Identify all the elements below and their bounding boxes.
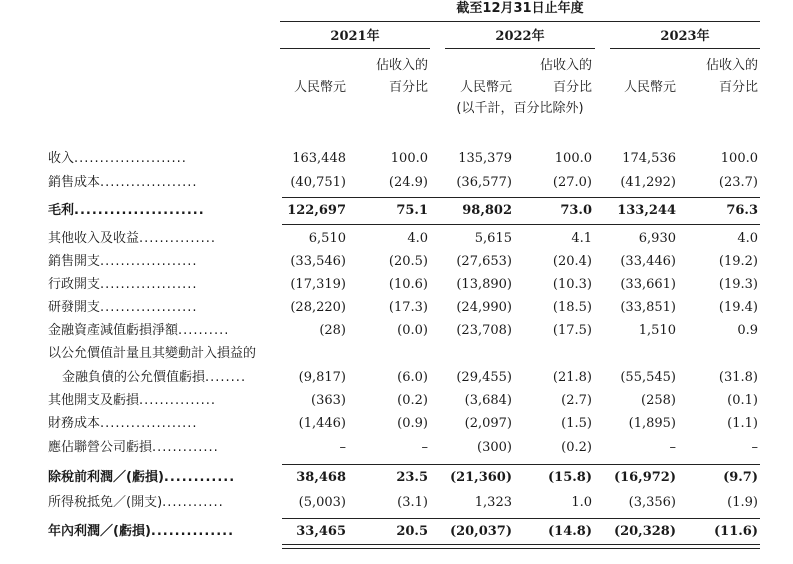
row-value-cell: (5,003): [298, 495, 346, 510]
row-leader-dots: ......................: [74, 151, 187, 166]
year-rule-2022: [445, 48, 595, 49]
row-label-text: 收入: [48, 151, 75, 166]
row-value-cell: 23.5: [396, 470, 428, 485]
row-label: [48, 440, 219, 456]
row-value-cell: 4.0: [737, 231, 758, 246]
row-value-cell: (258): [641, 393, 676, 408]
row-label: [48, 254, 198, 270]
row-value-cell: (0.0): [397, 323, 428, 338]
row-leader-dots: ...................: [100, 277, 198, 292]
row-value-cell: (3,684): [464, 393, 512, 408]
row-leader-dots: ............: [163, 470, 236, 485]
row-value-cell: (18.5): [552, 300, 592, 315]
row-label-text: 應佔聯營公司虧損: [48, 440, 153, 455]
row-value-cell: –: [339, 440, 346, 455]
row-value-cell: 4.1: [571, 231, 592, 246]
year-rule-2023: [610, 48, 760, 49]
row-value-cell: (20,328): [613, 524, 676, 539]
row-value-cell: (31.8): [718, 370, 758, 385]
row-value-cell: 6,510: [308, 231, 346, 246]
row-label: [48, 495, 224, 511]
row-value-cell: (19.4): [718, 300, 758, 315]
row-value-cell: (2,097): [464, 416, 512, 431]
row-leader-dots: ........: [205, 370, 247, 385]
rmb-header-2022: 人民幣元: [459, 80, 512, 95]
row-value-cell: (19.2): [718, 254, 758, 269]
row-value-cell: –: [751, 440, 758, 455]
row-value-cell: 1,510: [638, 323, 676, 338]
pct-header-2023-line2: 百分比: [718, 80, 758, 95]
row-value-cell: (17,319): [290, 277, 346, 292]
row-label-text: 年內利潤／(虧損): [48, 524, 151, 539]
row-value-cell: 75.1: [396, 203, 428, 218]
rule-double-2: [282, 548, 760, 549]
year-rule-2021: [280, 48, 430, 49]
row-value-cell: (1.5): [561, 416, 592, 431]
row-value-cell: 20.5: [396, 524, 428, 539]
pct-header-2021-line2: 百分比: [388, 80, 428, 95]
row-value-cell: (9,817): [298, 370, 346, 385]
row-value-cell: 0.9: [737, 323, 758, 338]
row-leader-dots: ............: [162, 495, 224, 510]
row-value-cell: (17.3): [388, 300, 428, 315]
row-label-text: 銷售成本: [48, 175, 101, 190]
row-label: [48, 393, 216, 409]
row-value-cell: (28): [319, 323, 346, 338]
row-value-cell: (0.2): [561, 440, 592, 455]
row-value-cell: (11.6): [714, 524, 758, 539]
row-value-cell: 76.3: [726, 203, 758, 218]
row-value-cell: 100.0: [554, 151, 592, 166]
row-value-cell: (20.5): [388, 254, 428, 269]
row-value-cell: 1,323: [474, 495, 512, 510]
row-value-cell: (0.9): [397, 416, 428, 431]
row-label: [48, 231, 216, 247]
rule-above-profit: [282, 518, 760, 519]
row-value-cell: (20,037): [449, 524, 512, 539]
row-label-text: 毛利: [48, 203, 75, 218]
row-label: [48, 151, 187, 167]
row-leader-dots: ...................: [100, 175, 198, 190]
row-value-cell: 5,615: [474, 231, 512, 246]
row-value-cell: (1,895): [628, 416, 676, 431]
row-value-cell: (6.0): [397, 370, 428, 385]
row-leader-dots: ...............: [139, 393, 217, 408]
row-value-cell: (19.3): [718, 277, 758, 292]
row-value-cell: (1.1): [727, 416, 758, 431]
rule-below-gross-profit: [282, 224, 760, 225]
row-label: [48, 203, 205, 219]
row-value-cell: (33,661): [620, 277, 676, 292]
row-value-cell: (27,653): [456, 254, 512, 269]
year-2023: 2023年: [660, 29, 710, 44]
pct-header-2021-line1: 佔收入的: [375, 58, 428, 73]
row-value-cell: (21.8): [552, 370, 592, 385]
row-value-cell: 1.0: [571, 495, 592, 510]
row-value-cell: (33,446): [620, 254, 676, 269]
row-leader-dots: ...................: [100, 254, 198, 269]
row-value-cell: (21,360): [449, 470, 512, 485]
row-value-cell: (0.1): [727, 393, 758, 408]
row-label-text: 其他收入及收益: [48, 231, 140, 246]
row-value-cell: 98,802: [462, 203, 512, 218]
row-value-cell: (300): [477, 440, 512, 455]
row-value-cell: (0.2): [397, 393, 428, 408]
row-value-cell: (9.7): [723, 470, 758, 485]
row-value-cell: 133,244: [617, 203, 676, 218]
row-label: [48, 346, 256, 362]
row-value-cell: (24.9): [388, 175, 428, 190]
row-value-cell: 163,448: [292, 151, 346, 166]
row-value-cell: 73.0: [560, 203, 592, 218]
row-label-text: 所得稅抵免／(開支): [48, 495, 163, 510]
row-leader-dots: .............: [152, 440, 219, 455]
row-label-text: 研發開支: [48, 300, 101, 315]
row-label: [62, 370, 246, 386]
row-value-cell: (41,292): [620, 175, 676, 190]
row-value-cell: (55,545): [620, 370, 676, 385]
row-value-cell: (29,455): [456, 370, 512, 385]
row-label: [48, 416, 198, 432]
period-rule: [280, 21, 760, 22]
row-label-text: 財務成本: [48, 416, 101, 431]
row-leader-dots: ...................: [100, 416, 198, 431]
row-value-cell: (27.0): [552, 175, 592, 190]
row-label-text: 銷售開支: [48, 254, 101, 269]
rmb-header-2023: 人民幣元: [623, 80, 676, 95]
row-label: [48, 175, 198, 191]
row-value-cell: 122,697: [287, 203, 346, 218]
row-value-cell: (14.8): [548, 524, 592, 539]
row-value-cell: (40,751): [290, 175, 346, 190]
row-label-text: 金融資產減值虧損淨額: [48, 323, 179, 338]
row-value-cell: 174,536: [622, 151, 676, 166]
row-label: [48, 470, 235, 486]
row-leader-dots: ..........: [178, 323, 230, 338]
row-value-cell: (3.1): [397, 495, 428, 510]
period-heading: 截至12月31日止年度: [456, 1, 584, 16]
row-label-text: 以公允價值計量且其變動計入損益的: [48, 346, 257, 361]
row-value-cell: –: [669, 440, 676, 455]
row-value-cell: (20.4): [552, 254, 592, 269]
row-value-cell: (28,220): [290, 300, 346, 315]
row-value-cell: 100.0: [720, 151, 758, 166]
row-value-cell: (24,990): [456, 300, 512, 315]
row-label-text: 其他開支及虧損: [48, 393, 140, 408]
row-leader-dots: ...................: [100, 300, 198, 315]
year-2022: 2022年: [495, 29, 545, 44]
rmb-header-2021: 人民幣元: [293, 80, 346, 95]
row-label: [48, 524, 234, 540]
row-value-cell: (3,356): [628, 495, 676, 510]
row-value-cell: (1.9): [727, 495, 758, 510]
year-2021: 2021年: [330, 29, 380, 44]
row-value-cell: (23.7): [718, 175, 758, 190]
row-leader-dots: ......................: [74, 203, 205, 218]
unit-note: (以千計，百分比除外): [456, 101, 584, 116]
row-value-cell: 135,379: [458, 151, 512, 166]
row-value-cell: (33,851): [620, 300, 676, 315]
pct-header-2022-line1: 佔收入的: [539, 58, 592, 73]
row-label: [48, 277, 198, 293]
row-leader-dots: ..............: [150, 524, 235, 539]
row-value-cell: (16,972): [613, 470, 676, 485]
row-value-cell: (15.8): [548, 470, 592, 485]
row-value-cell: (1,446): [298, 416, 346, 431]
row-value-cell: (10.6): [388, 277, 428, 292]
row-label-text: 除稅前利潤／(虧損): [48, 470, 164, 485]
row-value-cell: 4.0: [407, 231, 428, 246]
row-leader-dots: ...............: [139, 231, 217, 246]
rule-above-pbt: [282, 464, 760, 465]
row-value-cell: 6,930: [638, 231, 676, 246]
row-value-cell: –: [421, 440, 428, 455]
row-value-cell: 100.0: [390, 151, 428, 166]
row-label: [48, 323, 229, 339]
rule-double-1: [282, 544, 760, 545]
row-value-cell: (17.5): [552, 323, 592, 338]
row-value-cell: (363): [311, 393, 346, 408]
row-label-text: 金融負債的公允價值虧損: [62, 370, 206, 385]
row-value-cell: 38,468: [296, 470, 346, 485]
row-value-cell: (10.3): [552, 277, 592, 292]
row-value-cell: (13,890): [456, 277, 512, 292]
row-label-text: 行政開支: [48, 277, 101, 292]
row-value-cell: (33,546): [290, 254, 346, 269]
row-value-cell: 33,465: [296, 524, 346, 539]
row-value-cell: (36,577): [456, 175, 512, 190]
row-value-cell: (2.7): [561, 393, 592, 408]
rule-above-gross-profit: [282, 197, 760, 198]
pct-header-2022-line2: 百分比: [552, 80, 592, 95]
pct-header-2023-line1: 佔收入的: [705, 58, 758, 73]
row-value-cell: (23,708): [456, 323, 512, 338]
row-label: [48, 300, 198, 316]
